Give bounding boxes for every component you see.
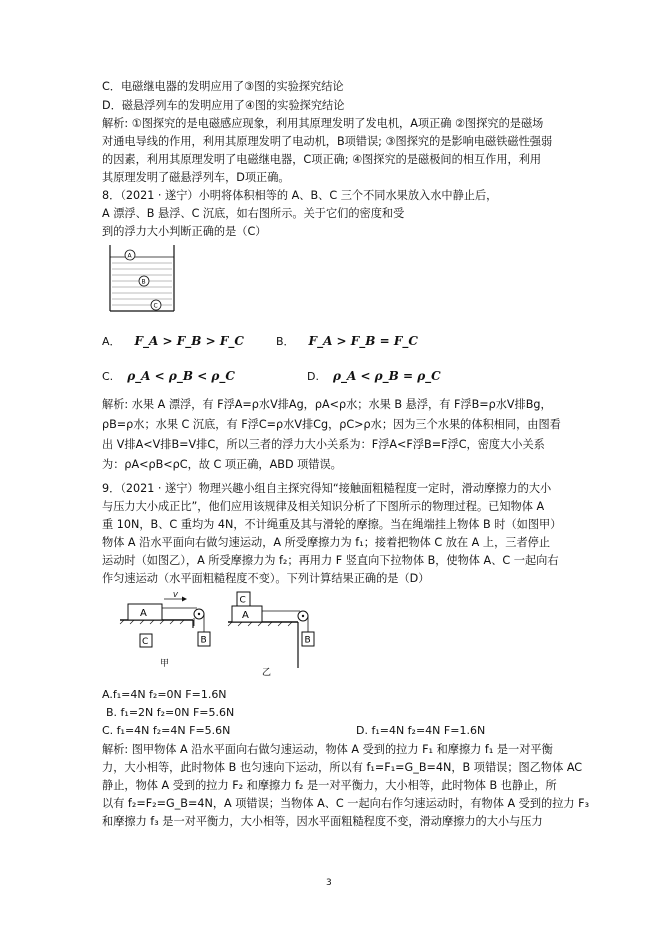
- page-number: 3: [326, 878, 332, 888]
- q9-option-a[interactable]: A.f₁=4N f₂=0N F=1.6N: [102, 688, 227, 701]
- analysis-line: 其原理发明了磁悬浮列车，D项正确。: [102, 171, 290, 184]
- option-expression: ρ_A < ρ_B = ρ_C: [332, 369, 441, 383]
- q9-option-c[interactable]: C. f₁=4N f₂=4N F=5.6N: [102, 724, 231, 737]
- velocity-label: V: [173, 591, 178, 599]
- option-letter: B．: [276, 335, 295, 348]
- q9-analysis-line: 和摩擦力 f₃ 是一对平衡力，大小相等，因水平面粗糙程度不变，滑动摩擦力的大小与压力: [102, 815, 543, 828]
- fruit-a-label: A: [127, 252, 132, 260]
- q8-option-b[interactable]: [276, 333, 418, 349]
- option-d-line: D．磁悬浮列车的发明应用了④图的实验探究结论: [102, 99, 345, 112]
- q8-analysis-line: 为：ρA<ρB<ρC，故 C 项正确，ABD 项错误。: [102, 458, 342, 471]
- option-letter: A．: [102, 335, 121, 348]
- block-c-label: C: [142, 637, 149, 647]
- analysis-line: 解析: ①图探究的是电磁感应现象，利用其原理发明了发电机，A项正确 ②图探究的是磁场: [102, 117, 544, 130]
- q8-analysis-line: ρB=ρ水；水果 C 沉底，有 F浮C=ρ水V排Cg，ρC>ρ水；因为三个水果的体积相同，由图看: [102, 418, 561, 431]
- question-9-stem: 与压力大小成正比”，他们应用该规律及相关知识分析了下图所示的物理过程。已知物体 A: [102, 500, 545, 513]
- option-expression: F_A > F_B > F_C: [134, 334, 244, 348]
- question-9-stem: 重 10N，B、C 重均为 4N，不计绳重及其与滑轮的摩擦。当在绳端挂上物体 B 时（如图甲）: [102, 518, 562, 531]
- q9-option-b[interactable]: B. f₁=2N f₂=0N F=5.6N: [106, 706, 235, 719]
- question-9-stem: 运动时（如图乙），A 所受摩擦力为 f₂；再用力 F 竖直向下拉物体 B，使物体 A、C 一起向右: [102, 554, 559, 567]
- question-9-stem: 9．（2021 · 遂宁）物理兴趣小组自主探究得知“接触面粗糙程度一定时，滑动摩擦力的大小: [102, 482, 552, 495]
- option-expression: ρ_A < ρ_B < ρ_C: [127, 369, 235, 383]
- beaker-figure: [108, 243, 178, 315]
- q9-analysis-line: 以有 f₂=F₂=G_B=4N，A 项错误；当物体 A、C 一起向右作匀速运动时，有物体 A 受到的拉力 F₃: [102, 797, 590, 810]
- option-c-line: C．电磁继电器的发明应用了③图的实验探究结论: [102, 80, 344, 93]
- q8-analysis-line: 解析: 水果 A 漂浮，有 F浮A=ρ水V排Ag，ρA<ρ水；水果 B 悬浮，有 F浮B=ρ水V排Bg，: [102, 398, 552, 411]
- question-9-stem: 物体 A 沿水平面向右做匀速运动，A 所受摩擦力为 f₁；接着把物体 C 放在 A 上，三者停止: [102, 536, 551, 549]
- fruit-c-label: C: [153, 302, 158, 310]
- question-8-stem: 8．（2021 · 遂宁）小明将体积相等的 A、B、C 三个不同水果放入水中静止后，: [102, 189, 498, 202]
- q8-option-c[interactable]: [102, 369, 235, 383]
- question-8-stem: A 漂浮、B 悬浮、C 沉底，如右图所示。关于它们的密度和受: [102, 207, 405, 220]
- option-expression: F_A > F_B = F_C: [308, 334, 418, 348]
- fruit-b-label: B: [141, 278, 146, 286]
- figure-yi: [220, 582, 330, 677]
- option-letter: C.: [102, 370, 114, 383]
- q9-analysis-line: 静止，物体 A 受到的拉力 F₂ 和摩擦力 f₂ 是一对平衡力，大小相等，此时物体 B 也静止，所: [102, 779, 557, 792]
- question-8-stem: 到的浮力大小判断正确的是（C）: [102, 225, 267, 238]
- figure-caption-jia: 甲: [160, 659, 170, 669]
- question-9-stem: 作匀速运动（水平面粗糙程度不变）。下列计算结果正确的是（D）: [102, 572, 430, 585]
- q8-option-d[interactable]: [307, 369, 441, 383]
- analysis-line: 对通电导线的作用，利用其原理发明了电动机，B项错误; ③图探究的是影响电磁铁磁性强弱: [102, 135, 553, 148]
- figure-jia: [100, 590, 230, 672]
- block-b-label: B: [200, 635, 207, 646]
- q8-option-a[interactable]: [102, 333, 244, 349]
- block-a-label: A: [242, 610, 249, 621]
- q8-analysis-line: 出 V排A<V排B=V排C，所以三者的浮力大小关系为：F浮A<F浮B=F浮C，密度大小关系: [102, 438, 545, 451]
- figure-caption-yi: 乙: [262, 668, 272, 678]
- q9-analysis-line: 力，大小相等，此时物体 B 也匀速向下运动，所以有 f₁=F₁=G_B=4N，B 项错误；图乙物体 AC: [102, 761, 583, 774]
- q9-analysis-line: 解析: 图甲物体 A 沿水平面向右做匀速运动，物体 A 受到的拉力 F₁ 和摩擦力 f₁ 是一对平衡: [102, 743, 553, 756]
- block-a-label: A: [140, 608, 147, 619]
- block-c-label: C: [239, 595, 246, 606]
- q9-option-d[interactable]: D. f₁=4N f₂=4N F=1.6N: [356, 724, 486, 737]
- block-b-label: B: [304, 635, 311, 646]
- option-letter: D.: [307, 370, 319, 383]
- analysis-line: 的因素，利用其原理发明了电磁继电器，C项正确; ④图探究的是磁极间的相互作用，利用: [102, 153, 542, 166]
